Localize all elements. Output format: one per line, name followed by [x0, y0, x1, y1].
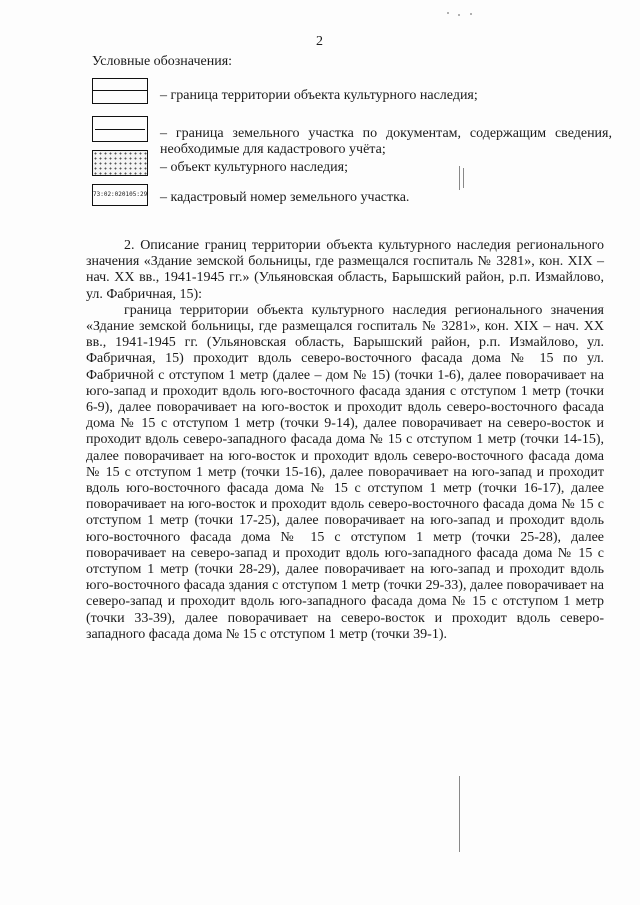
legend-item-cadastral-number	[92, 184, 612, 206]
section-body: граница территории объекта культурного наследия регионального значения «Здание земской больницы, где размещался госпиталь № 3281», кон. XIX – нач. XX вв., 1941-1945 гг. (Ульяновская область, Барышский район, р.п. Измайлово, ул. Фабричная, 15) проходит вдоль северо-восточного фасада дома № 15 по ул. Фабричной с отступом 1 метр (далее – дом № 15) (точки 1-6), далее поворачивает на юго-запад и проходит вдоль юго-восточного фасада здания с отступом 1 метр (точки 6-9), далее поворачивает на юго-восток и проходит вдоль северо-восточного фасада дома № 15 с отступом 1 метр (точки 9-14), далее поворачивает на северо-восток и проходит вдоль северо-западного фасада дома № 15 с отступом 1 метр (точки 14-15), далее поворачивает на юго-восток и проходит вдоль северо-восточного фасада дома № 15 с отступом 1 метр (точки 15-16), далее поворачивает на юго-запад и проходит вдоль юго-восточного фасада дома № 15 с отступом 1 метр (точки 16-17), далее поворачивает на юго-восток и проходит вдоль северо-восточного фасада дома № 15 с отступом 1 метр (точки 17-25), далее поворачивает на юго-запад и проходит вдоль юго-восточного фасада дома № 15 с отступом 1 метр (точки 25-28), далее поворачивает на северо-запад и проходит вдоль юго-западного фасада дома № 15 с отступом 1 метр (точки 28-29), далее поворачивает на юго-запад и проходит вдоль юго-восточного фасада здания с отступом 1 метр (точки 29-33), далее поворачивает на северо-запад и проходит вдоль юго-западного фасада дома № 15 с отступом 1 метр (точки 33-39), далее поворачивает на северо-восток и проходит вдоль северо-западного фасада дома № 15 с отступом 1 метр (точки 39-1).	[86, 302, 604, 642]
legend-item-text: – объект культурного наследия;	[160, 160, 348, 175]
legend-item-text: – кадастровый номер земельного участка.	[160, 190, 410, 205]
scan-dot	[458, 14, 460, 16]
land-plot-boundary-symbol-icon	[92, 116, 148, 142]
legend-item-territory-boundary	[92, 78, 612, 104]
heritage-object-symbol-icon	[92, 150, 148, 176]
scan-fold-mark	[463, 168, 464, 188]
legend-item-text: – граница земельного участка по документам, содержащим сведения, необходимые для кадастрового учёта;	[160, 126, 612, 157]
territory-boundary-symbol-icon	[92, 78, 148, 104]
cadastral-number-symbol: 73:02:020105:29	[92, 184, 148, 206]
scan-fold-mark	[459, 166, 460, 190]
section-description	[86, 238, 604, 643]
section-heading: 2. Описание границ территории объекта культурного наследия регионального значения «Здание земской больницы, где размещался госпиталь № 3281», кон. XIX – нач. XX вв., 1941-1945 гг.» (Ульяновская область, Барышский район, р.п. Измайлово, ул. Фабричная, 15):	[86, 238, 604, 302]
page-number: 2	[316, 34, 324, 49]
legend-title: Условные обозначения:	[92, 54, 233, 69]
legend-item-heritage-object	[92, 150, 612, 176]
scan-fold-mark	[459, 776, 460, 852]
legend-item-text: – граница территории объекта культурного наследия;	[160, 88, 478, 103]
scan-dot	[470, 13, 472, 15]
scan-dot	[447, 12, 449, 14]
